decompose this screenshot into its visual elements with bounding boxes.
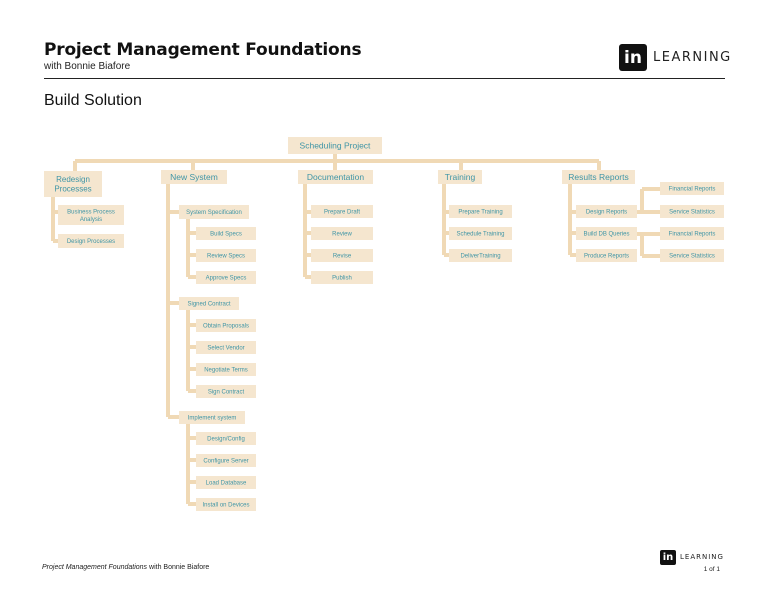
section-title: Build Solution <box>44 92 142 109</box>
task-prepare-training <box>449 205 512 218</box>
level1-redesign-processes-label: Redesign <box>56 175 90 185</box>
subtask-implement-system <box>179 411 245 424</box>
root-node <box>288 137 382 154</box>
footer-course: Project Management Foundations <box>42 564 148 571</box>
task-negotiate-terms-label: Negotiate Terms <box>204 367 248 374</box>
task-prepare-draft <box>311 205 373 218</box>
subtask-system-specification-label: System Specification <box>186 210 242 217</box>
subtask-implement-system-label: Implement system <box>187 415 237 422</box>
task-configure-server-label: Configure Server <box>203 458 249 465</box>
subtask-signed-contract-label: Signed Contract <box>187 301 231 308</box>
root-node-label: Scheduling Project <box>299 140 371 151</box>
task-revise-label: Revise <box>332 253 352 260</box>
task-deliver-training <box>449 249 512 262</box>
footer-linkedin-logo-icon <box>660 550 676 565</box>
task-negotiate-terms <box>196 363 256 376</box>
task-obtain-proposals <box>196 319 256 332</box>
task-financial-reports-2 <box>660 227 724 240</box>
level1-training-label: Training <box>444 171 476 182</box>
task-financial-reports-2-label: Financial Reports <box>668 231 716 238</box>
level1-documentation-label: Documentation <box>306 171 365 182</box>
subtask-design-reports <box>576 205 637 218</box>
subtask-build-db-queries-label: Build DB Queries <box>583 231 630 238</box>
task-review <box>311 227 373 240</box>
level1-new-system <box>161 170 227 184</box>
task-configure-server <box>196 454 256 467</box>
task-sign-contract-label: Sign Contract <box>207 389 245 396</box>
task-deliver-training-label: DeliverTraining <box>460 253 501 260</box>
task-build-specs-label: Build Specs <box>210 231 242 238</box>
level1-training <box>438 170 482 184</box>
subtask-system-specification <box>179 205 249 219</box>
task-service-statistics-2 <box>660 249 724 262</box>
task-schedule-training-label: Schedule Training <box>456 231 505 238</box>
task-business-process-analysis <box>58 205 124 225</box>
task-publish <box>311 271 373 284</box>
task-business-process-analysis-label: Business Process <box>67 209 115 216</box>
subtask-design-reports-label: Design Reports <box>585 209 628 216</box>
task-design-processes <box>58 234 124 248</box>
footer-logo-mark: in <box>662 552 674 563</box>
task-service-statistics-1-label: Service Statistics <box>669 209 715 216</box>
subtask-signed-contract <box>179 297 239 310</box>
task-install-on-devices <box>196 498 256 511</box>
task-design-config-label: Design/Config <box>207 436 245 443</box>
task-load-database-label: Load Database <box>205 480 247 487</box>
task-schedule-training <box>449 227 512 240</box>
level1-new-system-label: New System <box>170 171 218 182</box>
course-title: Project Management Foundations <box>44 40 362 60</box>
subtask-build-db-queries <box>576 227 637 240</box>
level1-redesign-processes <box>44 171 102 197</box>
task-prepare-training-label: Prepare Training <box>458 209 503 216</box>
level1-results-reports-label: Results Reports <box>568 171 629 182</box>
level1-redesign-processes-label: Processes <box>54 184 92 194</box>
task-service-statistics-2-label: Service Statistics <box>669 253 715 260</box>
task-review-specs-label: Review Specs <box>206 253 246 260</box>
task-prepare-draft-label: Prepare Draft <box>323 209 361 216</box>
footer-author: with Bonnie Biafore <box>147 564 210 571</box>
task-financial-reports-1 <box>660 182 724 195</box>
task-design-config <box>196 432 256 445</box>
level1-results-reports <box>562 170 635 184</box>
page-number: 1 of 1 <box>703 566 720 573</box>
subtask-produce-reports <box>576 249 637 262</box>
course-author: with Bonnie Biafore <box>44 61 131 72</box>
task-approve-specs-label: Approve Specs <box>205 275 247 282</box>
logo-mark: in <box>624 47 642 68</box>
task-publish-label: Publish <box>332 275 352 282</box>
task-load-database <box>196 476 256 489</box>
task-service-statistics-1 <box>660 205 724 218</box>
task-obtain-proposals-label: Obtain Proposals <box>202 323 250 330</box>
task-select-vendor-label: Select Vendor <box>207 345 245 352</box>
footer-credit <box>42 564 209 571</box>
task-revise <box>311 249 373 262</box>
task-design-processes-label: Design Processes <box>66 239 116 246</box>
task-install-on-devices-label: Install on Devices <box>202 502 250 509</box>
task-business-process-analysis-label: Analysis <box>79 216 103 223</box>
task-review-specs <box>196 249 256 262</box>
subtask-produce-reports-label: Produce Reports <box>583 253 630 260</box>
task-review-label: Review <box>332 231 352 238</box>
task-financial-reports-1-label: Financial Reports <box>668 186 716 193</box>
task-build-specs <box>196 227 256 240</box>
logo-wordmark: LEARNING <box>653 50 732 65</box>
task-select-vendor <box>196 341 256 354</box>
footer-logo-wordmark: LEARNING <box>680 553 724 561</box>
task-sign-contract <box>196 385 256 398</box>
level1-documentation <box>298 170 373 184</box>
task-approve-specs <box>196 271 256 284</box>
